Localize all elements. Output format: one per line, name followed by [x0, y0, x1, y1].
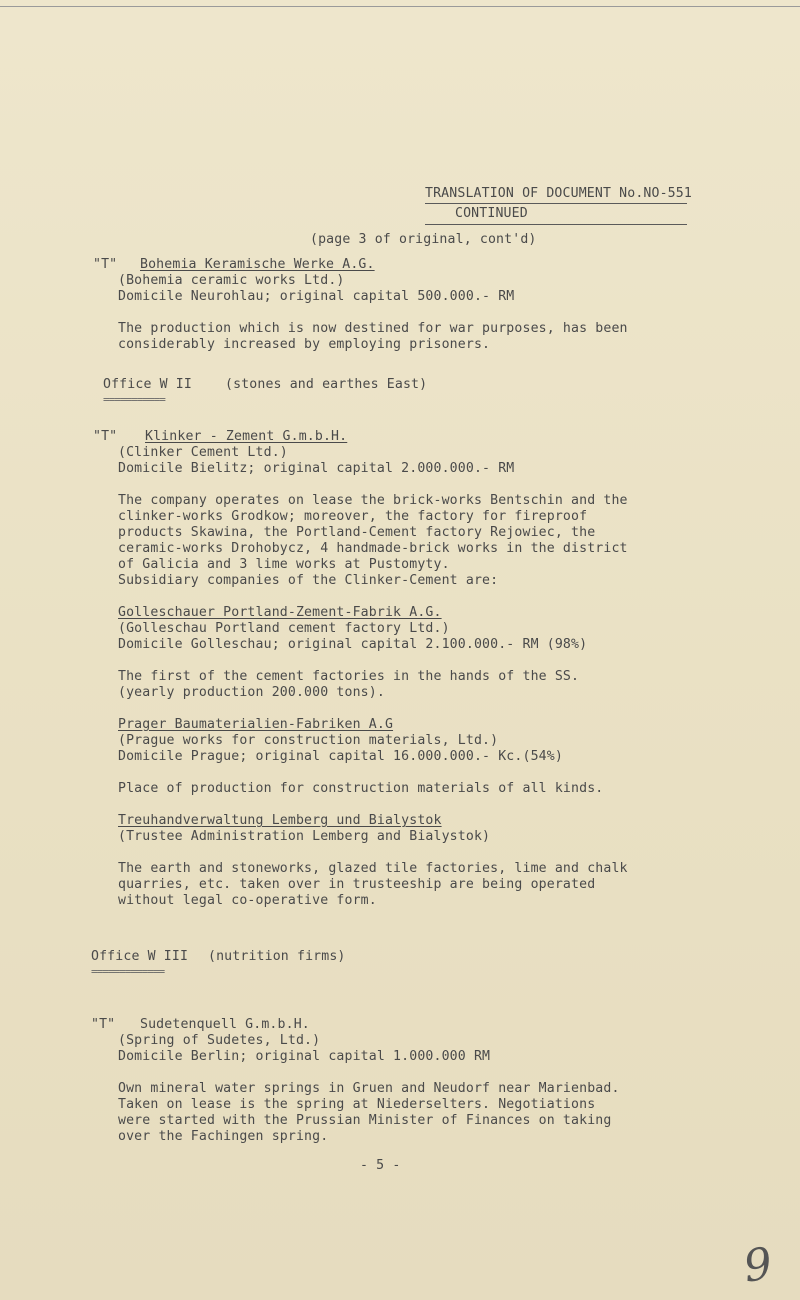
office-w2-title: Office W II [103, 377, 192, 392]
office-w3-underline: ============= [91, 965, 165, 978]
sudeten-marker: "T" [91, 1017, 116, 1032]
document-title: TRANSLATION OF DOCUMENT No.NO-551 [425, 186, 692, 201]
prager-company-name: Prager Baumaterialien-Fabriken A.G [118, 717, 394, 732]
treuhand-desc-line: without legal co-operative form. [118, 893, 377, 908]
treuhand-desc-line: The earth and stoneworks, glazed tile factories, lime and chalk [118, 861, 628, 876]
golleschau-domicile: Domicile Golleschau; original capital 2.100.000.- RM (98%) [118, 637, 588, 652]
klinker-domicile: Domicile Bielitz; original capital 2.000.000.- RM [118, 461, 515, 476]
title-underline [425, 203, 687, 204]
sudeten-company-name: Sudetenquell G.m.b.H. [140, 1017, 310, 1032]
klinker-desc-line: clinker-works Grodkow; moreover, the factory for fireproof [118, 509, 588, 524]
klinker-desc-line: ceramic-works Drohobycz, 4 handmade-brick works in the district [118, 541, 628, 556]
page-number: - 5 - [360, 1158, 401, 1173]
sudeten-desc-line: Own mineral water springs in Gruen and Neudorf near Marienbad. [118, 1081, 620, 1096]
bohemia-desc-line: The production which is now destined for war purposes, has been [118, 321, 628, 336]
bohemia-marker: "T" [93, 257, 118, 272]
continued-underline [425, 224, 687, 225]
treuhand-company-name: Treuhandverwaltung Lemberg und Bialystok [118, 813, 442, 828]
continued-label: CONTINUED [455, 206, 528, 221]
golleschau-desc-line: (yearly production 200.000 tons). [118, 685, 385, 700]
office-w3-subtitle: (nutrition firms) [208, 949, 346, 964]
klinker-company-name: Klinker - Zement G.m.b.H. [145, 429, 348, 444]
klinker-marker: "T" [93, 429, 118, 444]
golleschau-desc-line: The first of the cement factories in the hands of the SS. [118, 669, 580, 684]
bohemia-company-name: Bohemia Keramische Werke A.G. [140, 257, 375, 272]
golleschau-translation: (Golleschau Portland cement factory Ltd.) [118, 621, 450, 636]
klinker-desc-line: products Skawina, the Portland-Cement factory Rejowiec, the [118, 525, 596, 540]
office-w3-title: Office W III [91, 949, 189, 964]
bohemia-translation: (Bohemia ceramic works Ltd.) [118, 273, 345, 288]
treuhand-translation: (Trustee Administration Lemberg and Bialystok) [118, 829, 491, 844]
klinker-desc-line: of Galicia and 3 lime works at Pustomyty. [118, 557, 450, 572]
sudeten-desc-line: over the Fachingen spring. [118, 1129, 329, 1144]
bohemia-desc-line: considerably increased by employing prisoners. [118, 337, 491, 352]
scan-edge [0, 6, 800, 7]
handwritten-mark: 9 [740, 1238, 776, 1293]
office-w2-subtitle: (stones and earthes East) [225, 377, 428, 392]
sudeten-desc-line: were started with the Prussian Minister of Finances on taking [118, 1113, 612, 1128]
prager-desc: Place of production for construction materials of all kinds. [118, 781, 604, 796]
sudeten-translation: (Spring of Sudetes, Ltd.) [118, 1033, 321, 1048]
klinker-desc-line: Subsidiary companies of the Clinker-Cement are: [118, 573, 499, 588]
office-w2-underline: =========== [103, 393, 165, 406]
klinker-translation: (Clinker Cement Ltd.) [118, 445, 288, 460]
sudeten-desc-line: Taken on lease is the spring at Niederselters. Negotiations [118, 1097, 596, 1112]
sudeten-domicile: Domicile Berlin; original capital 1.000.000 RM [118, 1049, 491, 1064]
bohemia-domicile: Domicile Neurohlau; original capital 500.000.- RM [118, 289, 515, 304]
prager-translation: (Prague works for construction materials, Ltd.) [118, 733, 499, 748]
prager-domicile: Domicile Prague; original capital 16.000.000.- Kc.(54%) [118, 749, 563, 764]
treuhand-desc-line: quarries, etc. taken over in trusteeship are being operated [118, 877, 596, 892]
klinker-desc-line: The company operates on lease the brick-works Bentschin and the [118, 493, 628, 508]
golleschau-company-name: Golleschauer Portland-Zement-Fabrik A.G. [118, 605, 442, 620]
page-reference: (page 3 of original, cont'd) [310, 232, 537, 247]
